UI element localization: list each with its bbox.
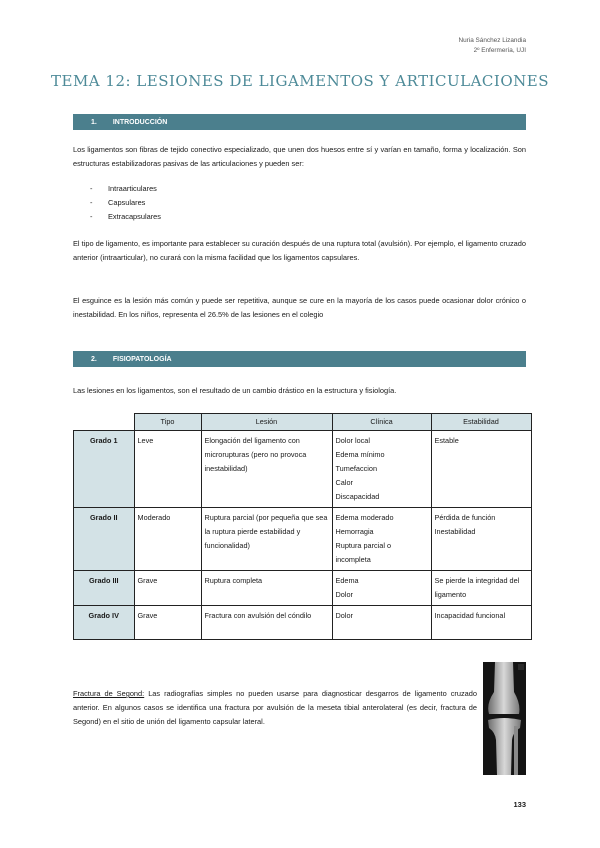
ligament-type-list	[90, 182, 161, 224]
clinica-cell: Edema Dolor	[332, 571, 431, 606]
author-course: 2º Enfermería, UJI	[473, 47, 526, 54]
section-number: 1.	[91, 118, 97, 126]
table-corner	[74, 414, 135, 431]
estabilidad-cell: Incapacidad funcional	[431, 606, 531, 640]
tipo-cell: Grave	[134, 606, 201, 640]
tipo-cell: Moderado	[134, 508, 201, 571]
author-header	[459, 36, 527, 56]
intro-paragraph-1: Los ligamentos son fibras de tejido conectivo especializado, que unen dos huesos entre sí y varían en tamaño, forma y localización. Son estructuras estabilizadoras pasivas de las articulaciones y pueden ser:	[73, 145, 526, 168]
estabilidad-cell: Estable	[431, 431, 531, 508]
lesion-cell: Elongación del ligamento con microrupturas (pero no provoca inestabilidad)	[201, 431, 332, 508]
clinica-cell: Edema moderado Hemorragia Ruptura parcial o incompleta	[332, 508, 431, 571]
tipo-cell: Leve	[134, 431, 201, 508]
section-title: FISIOPATOLOGÍA	[112, 355, 172, 363]
section-heading-fisiopatologia	[73, 351, 526, 367]
page-title: TEMA 12: LESIONES DE LIGAMENTOS Y ARTICULACIONES	[50, 72, 549, 90]
table-row	[74, 508, 532, 571]
segond-paragraph	[73, 687, 477, 729]
estabilidad-cell: Pérdida de función Inestabilidad	[431, 508, 531, 571]
table-row	[74, 431, 532, 508]
table-row	[74, 606, 532, 640]
intro-paragraph-3: El esguince es la lesión más común y puede ser repetitiva, aunque se cure en la mayoría de los casos puede ocasionar dolor crónico o inestabilidad. En los niños, representa el 26.5% de las lesiones en el colegio	[73, 296, 526, 319]
lesion-cell: Fractura con avulsión del cóndilo	[201, 606, 332, 640]
lesion-cell: Ruptura parcial (por pequeña que sea la ruptura pierde estabilidad y funcionalidad)	[201, 508, 332, 571]
fisio-paragraph-1: Las lesiones en los ligamentos, son el resultado de un cambio drástico en la estructura y fisiología.	[73, 386, 397, 395]
clinica-cell: Dolor local Edema mínimo Tumefaccion Calor Discapacidad	[332, 431, 431, 508]
lesion-cell: Ruptura completa	[201, 571, 332, 606]
table-header-lesion: Lesión	[201, 414, 332, 431]
table-row	[74, 571, 532, 606]
segond-term: Fractura de Segond:	[73, 689, 145, 698]
author-name: Nuria Sánchez Lizandia	[458, 37, 526, 44]
clinica-cell: Dolor	[332, 606, 431, 640]
list-item: - Capsulares	[90, 198, 146, 207]
tipo-cell: Grave	[134, 571, 201, 606]
table-header-tipo: Tipo	[134, 414, 201, 431]
knee-xray-illustration	[483, 662, 526, 775]
page-number: 133	[513, 800, 526, 809]
grade-cell: Grado 1	[74, 431, 135, 508]
table-header-clinica: Clínica	[332, 414, 431, 431]
section-number: 2.	[91, 355, 97, 363]
section-title: INTRODUCCIÓN	[112, 118, 168, 126]
estabilidad-cell: Se pierde la integridad del ligamento	[431, 571, 531, 606]
list-item: - Extracapsulares	[90, 212, 161, 221]
section-heading-introduccion	[73, 114, 526, 130]
ligament-grades-table	[73, 413, 532, 640]
segond-text: Las radiografías simples no pueden usarse para diagnosticar desgarros de ligamento cruzado anterior. En algunos casos se identifica una fractura por avulsión de la meseta tibial anterolateral (es decir, fractura de Segond) en el sitio de unión del ligamento capsular lateral.	[73, 689, 477, 726]
knee-xray-image	[483, 662, 526, 775]
grade-cell: Grado IV	[74, 606, 135, 640]
table-header-estabilidad: Estabilidad	[431, 414, 531, 431]
grade-cell: Grado II	[74, 508, 135, 571]
table-header-row	[74, 414, 532, 431]
intro-paragraph-2: El tipo de ligamento, es importante para establecer su curación después de una ruptura total (avulsión). Por ejemplo, el ligamento cruzado anterior (intraarticular), no curará con la misma facilidad que los ligamentos capsulares.	[73, 239, 526, 262]
grade-cell: Grado III	[74, 571, 135, 606]
list-item: - Intraarticulares	[90, 184, 157, 193]
